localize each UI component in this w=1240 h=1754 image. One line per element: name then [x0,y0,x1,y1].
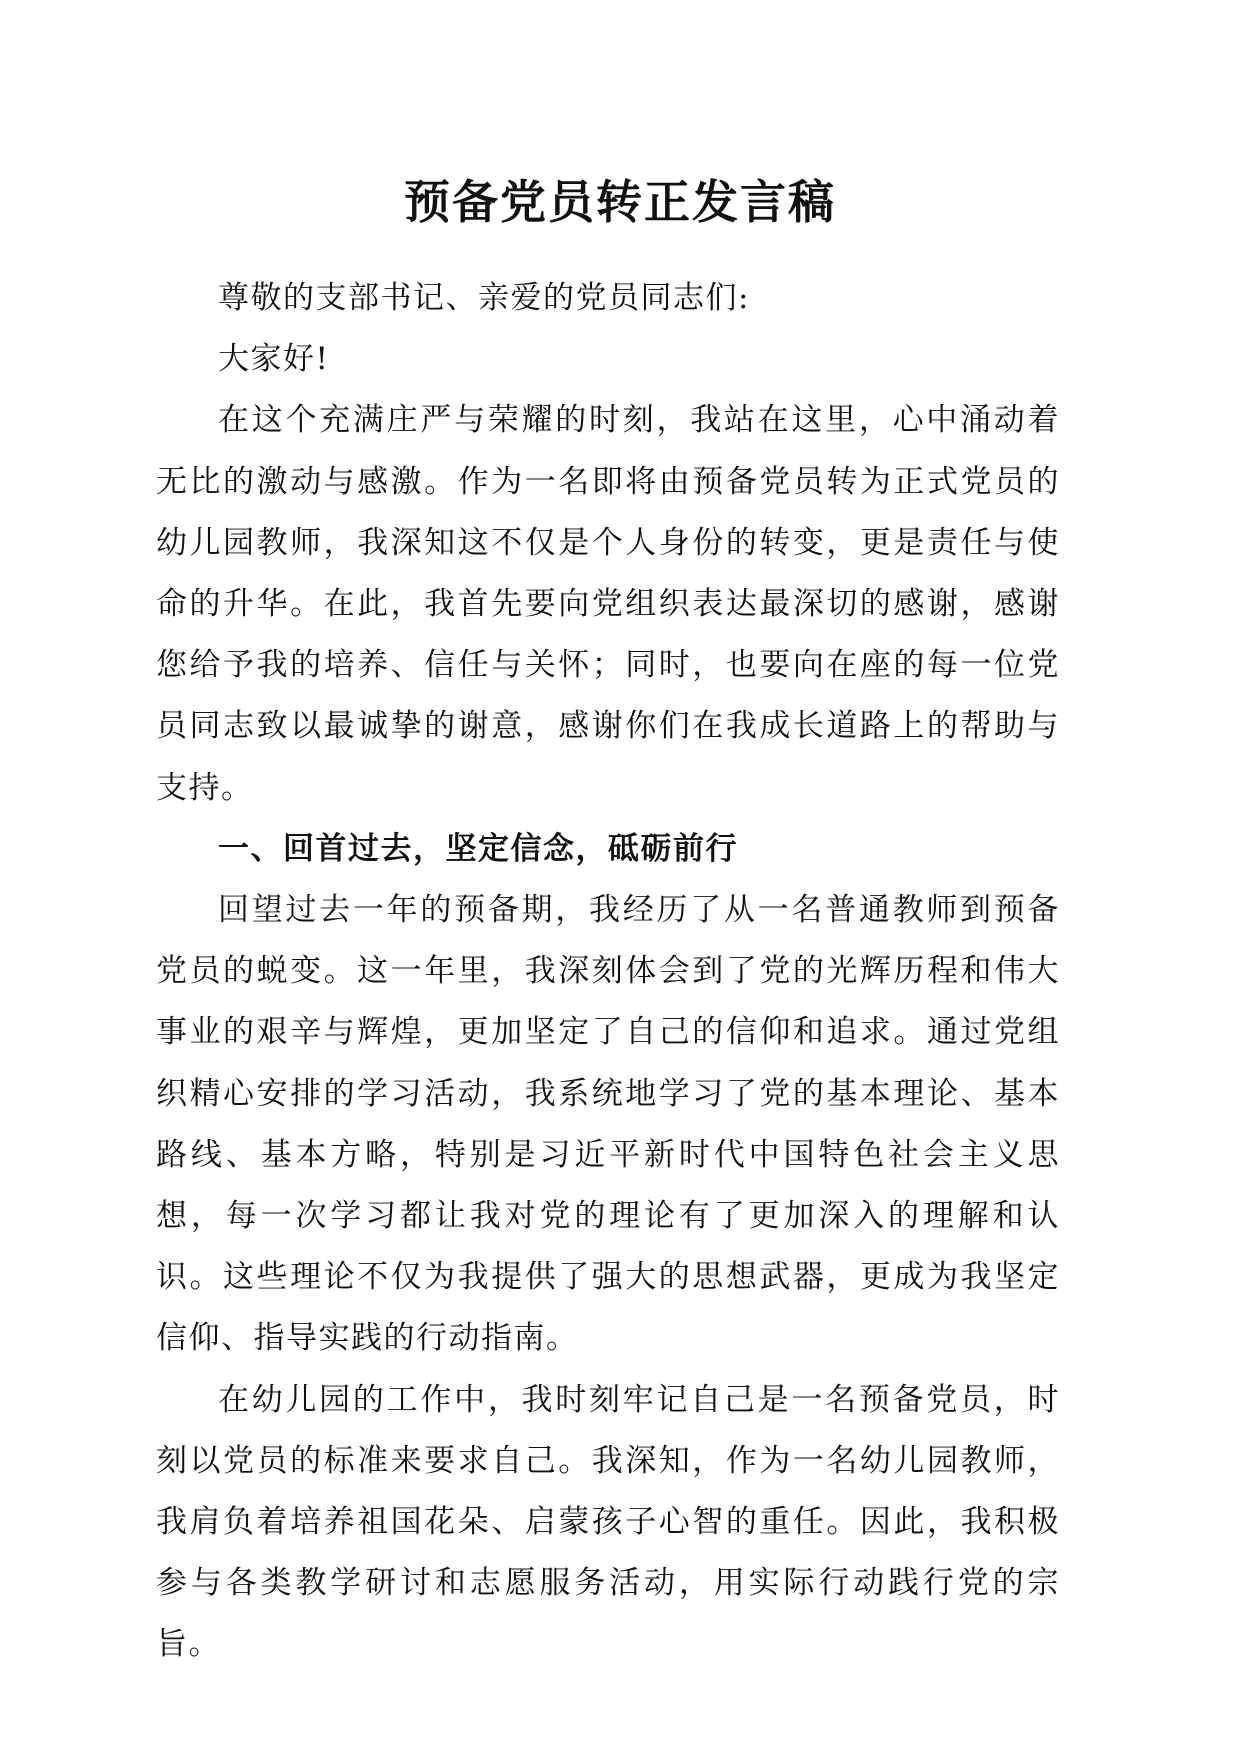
document-title: 预备党员转正发言稿 [404,175,836,229]
document-body [156,268,1060,1676]
paragraph-intro: 在这个充满庄严与荣耀的时刻，我站在这里，心中涌动着无比的激动与感激。作为一名即将由预备党员转为正式党员的幼儿园教师，我深知这不仅是个人身份的转变，更是责任与使命的升华。在此，我首先要向党组织表达最深切的感谢，感谢您给予我的培养、信任与关怀；同时，也要向在座的每一位党员同志致以最诚挚的谢意，感谢你们在我成长道路上的帮助与支持。 [156,402,1060,806]
salutation: 尊敬的支部书记、亲爱的党员同志们: [218,280,750,316]
section-heading-1: 一、回首过去，坚定信念，砥砺前行 [218,830,738,867]
paragraph-review: 回望过去一年的预备期，我经历了从一名普通教师到预备党员的蜕变。这一年里，我深刻体会到了党的光辉历程和伟大事业的艰辛与辉煌，更加坚定了自己的信仰和追求。通过党组织精心安排的学习活动，我系统地学习了党的基本理论、基本路线、基本方略，特别是习近平新时代中国特色社会主义思想，每一次学习都让我对党的理论有了更加深入的理解和认识。这些理论不仅为我提供了强大的思想武器，更成为我坚定信仰、指导实践的行动指南。 [156,892,1060,1357]
greeting: 大家好! [218,341,330,378]
paragraph-work: 在幼儿园的工作中，我时刻牢记自己是一名预备党员，时刻以党员的标准来要求自己。我深知，作为一名幼儿园教师，我肩负着培养祖国花朵、启蒙孩子心智的重任。因此，我积极参与各类教学研讨和志愿服务活动，用实际行动践行党的宗旨。 [156,1381,1060,1663]
